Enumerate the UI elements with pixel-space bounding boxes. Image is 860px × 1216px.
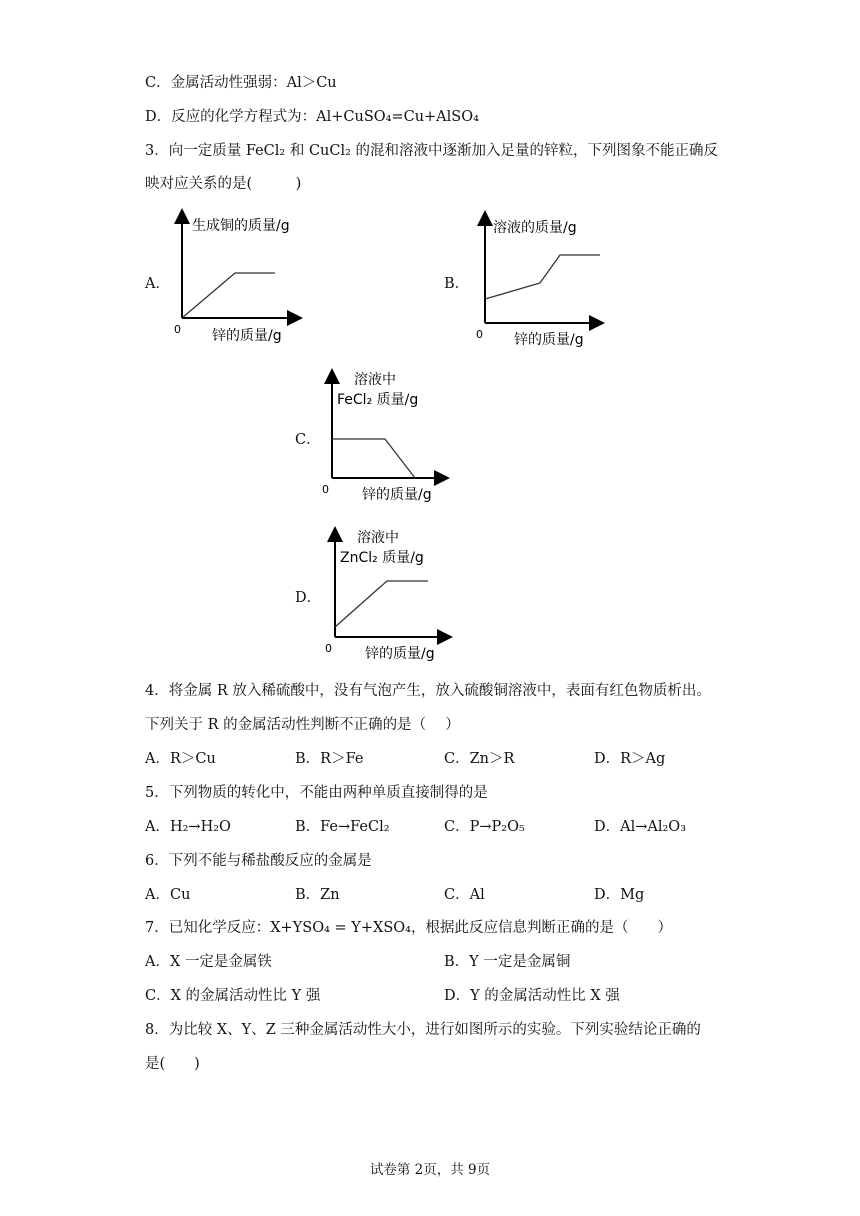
- graph-b-xlabel: 锌的质量/g: [514, 332, 584, 348]
- q5-option-b: B．Fe→FeCl₂: [295, 819, 390, 835]
- q6-option-a: A．Cu: [145, 887, 191, 903]
- q6-option-b: B．Zn: [295, 887, 340, 903]
- graph-a-ylabel: 生成铜的质量/g: [192, 218, 290, 234]
- q5-option-d: D．Al→Al₂O₃: [594, 819, 687, 835]
- graph-c-curve: [332, 439, 415, 478]
- graph-d-ylabel-2: ZnCl₂ 质量/g: [340, 550, 424, 566]
- graph-c-xlabel: 锌的质量/g: [362, 487, 432, 503]
- q3-graph-b: [462, 210, 612, 350]
- q4-stem-line1: 4．将金属 R 放入稀硫酸中，没有气泡产生，放入硫酸铜溶液中，表面有红色物质析出。: [145, 683, 711, 699]
- q3-graph-b-label: B．: [444, 276, 470, 292]
- graph-c-ylabel-1: 溶液中: [354, 372, 396, 388]
- graph-a-origin: 0: [174, 323, 181, 336]
- q4-option-d: D．R＞Ag: [594, 751, 666, 767]
- q7-option-c: C．X 的金属活动性比 Y 强: [145, 988, 321, 1004]
- q4-option-a: A．R＞Cu: [145, 751, 216, 767]
- graph-d-origin: 0: [325, 642, 332, 655]
- q6-option-d: D．Mg: [594, 887, 645, 903]
- graph-a-curve: [182, 273, 275, 318]
- q5-stem: 5．下列物质的转化中，不能由两种单质直接制得的是: [145, 785, 488, 801]
- graph-b-ylabel: 溶液的质量/g: [493, 220, 577, 236]
- q4-option-b: B．R＞Fe: [295, 751, 364, 767]
- q3-graph-c: [312, 366, 462, 506]
- q3-graph-c-label: C．: [295, 432, 321, 448]
- graph-d-curve: [335, 581, 428, 627]
- q7-option-b: B．Y 一定是金属铜: [444, 954, 571, 970]
- q3-stem-line1: 3．向一定质量 FeCl₂ 和 CuCl₂ 的混和溶液中逐渐加入足量的锌粒，下列图象不能正确反: [145, 143, 719, 159]
- q3-stem-line2: 映对应关系的是( ): [145, 176, 302, 192]
- q5-option-c: C．P→P₂O₅: [444, 819, 525, 835]
- graph-b-curve: [485, 255, 600, 299]
- graph-d-xlabel: 锌的质量/g: [365, 646, 435, 662]
- graph-c-origin: 0: [322, 483, 329, 496]
- q5-option-a: A．H₂→H₂O: [145, 819, 231, 835]
- graph-b-origin: 0: [476, 328, 483, 341]
- q6-option-c: C．Al: [444, 887, 485, 903]
- q7-stem: 7．已知化学反应：X+YSO₄ = Y+XSO₄，根据此反应信息判断正确的是（ ）: [145, 920, 672, 936]
- graph-a-xlabel: 锌的质量/g: [212, 328, 282, 344]
- q3-graph-d-label: D．: [295, 590, 322, 606]
- page-footer: 试卷第 2页，共 9页: [369, 1162, 491, 1178]
- graph-c-ylabel-2: FeCl₂ 质量/g: [337, 392, 419, 408]
- q8-stem-line1: 8．为比较 X、Y、Z 三种金属活动性大小，进行如图所示的实验。下列实验结论正确的: [145, 1022, 701, 1038]
- q4-stem-line2: 下列关于 R 的金属活动性判断不正确的是（ ）: [145, 717, 460, 733]
- q3-graph-d: [315, 524, 465, 669]
- q7-option-a: A．X 一定是金属铁: [145, 954, 272, 970]
- q4-option-c: C．Zn＞R: [444, 751, 515, 767]
- q3-graph-a-label: A．: [145, 276, 170, 292]
- q3-graph-a: [160, 208, 310, 348]
- graph-d-ylabel-1: 溶液中: [357, 530, 399, 546]
- q6-stem: 6．下列不能与稀盐酸反应的金属是: [145, 853, 372, 869]
- q8-stem-line2: 是( ): [145, 1056, 200, 1072]
- q7-option-d: D．Y 的金属活动性比 X 强: [444, 988, 620, 1004]
- q2-option-d: D．反应的化学方程式为：Al+CuSO₄=Cu+AlSO₄: [145, 109, 479, 125]
- q2-option-c: C．金属活动性强弱：Al＞Cu: [145, 75, 337, 91]
